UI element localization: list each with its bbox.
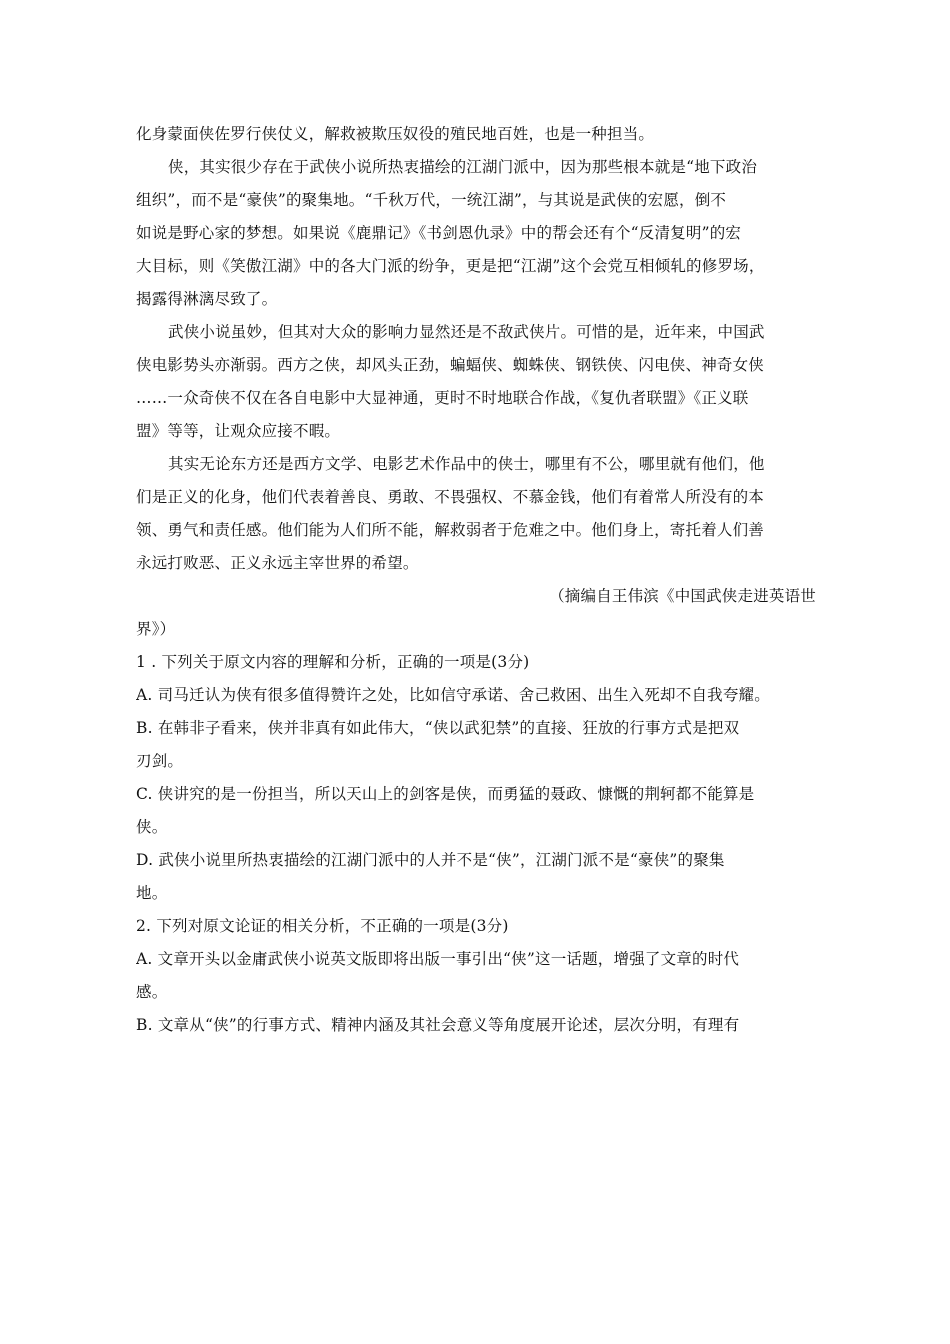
paragraph-start-line: 侠，其实很少存在于武侠小说所热衷描绘的江湖门派中，因为那些根本就是“地下政治 — [168, 158, 758, 176]
text-line: 们是正义的化身，他们代表着善良、勇敢、不畏强权、不慕金钱，他们有着常人所没有的本 — [136, 488, 765, 506]
question-1-stem: 1 . 下列关于原文内容的理解和分析，正确的一项是(3分) — [136, 653, 530, 671]
text-line: 化身蒙面侠佐罗行侠仗义，解救被欺压奴役的殖民地百姓，也是一种担当。 — [136, 125, 655, 143]
question-1-option-c-cont: 侠。 — [136, 818, 168, 836]
text-line: 永远打败恶、正义永远主宰世界的希望。 — [136, 554, 419, 572]
paragraph-start-line: 其实无论东方还是西方文学、电影艺术作品中的侠士，哪里有不公，哪里就有他们，他 — [168, 455, 765, 473]
question-1-option-d-cont: 地。 — [136, 884, 168, 902]
question-1-option-b-cont: 刃剑。 — [136, 752, 184, 770]
question-1-option-c: C. 侠讲究的是一份担当，所以天山上的剑客是侠，而勇猛的聂政、慷慨的荆轲都不能算是 — [136, 785, 755, 803]
text-line: ……一众奇侠不仅在各自电影中大显神通，更时不时地联合作战，《复仇者联盟》《正义联 — [136, 389, 749, 407]
question-2-option-a: A. 文章开头以金庸武侠小说英文版即将出版一事引出“侠”这一话题，增强了文章的时代 — [136, 950, 740, 968]
text-line: 如说是野心家的梦想。如果说《鹿鼎记》《书剑恩仇录》中的帮会还有个“反清复明”的宏 — [136, 224, 742, 242]
text-line: 揭露得淋漓尽致了。 — [136, 290, 278, 308]
text-line: 大目标，则《笑傲江湖》中的各大门派的纷争，更是把“江湖”这个会党互相倾轧的修罗场， — [136, 257, 765, 275]
document-page — [136, 118, 816, 1042]
text-line: 侠电影势头亦渐弱。西方之侠，却风头正劲，蝙蝠侠、蜘蛛侠、钢铁侠、闪电侠、神奇女侠 — [136, 356, 765, 374]
source-citation: （摘编自王伟滨《中国武侠走进英语世 — [549, 587, 816, 605]
question-2-stem: 2. 下列对原文论证的相关分析，不正确的一项是(3分) — [136, 917, 509, 935]
text-line: 领、勇气和责任感。他们能为人们所不能，解救弱者于危难之中。他们身上，寄托着人们善 — [136, 521, 765, 539]
question-2-option-b: B. 文章从“侠”的行事方式、精神内涵及其社会意义等角度展开论述，层次分明，有理有 — [136, 1016, 740, 1034]
question-1-option-a: A. 司马迁认为侠有很多值得赞许之处，比如信守承诺、舍己救困、出生入死却不自我夸耀。 — [136, 686, 770, 704]
text-line: 盟》等等，让观众应接不暇。 — [136, 422, 341, 440]
paragraph-start-line: 武侠小说虽妙，但其对大众的影响力显然还是不敌武侠片。可惜的是，近年来，中国武 — [168, 323, 765, 341]
question-2-option-a-cont: 感。 — [136, 983, 168, 1001]
source-citation-end: 界》） — [136, 620, 176, 638]
question-1-option-b: B. 在韩非子看来，侠并非真有如此伟大，“侠以武犯禁”的直接、狂放的行事方式是把双 — [136, 719, 740, 737]
text-line: 组织”，而不是“豪侠”的聚集地。“千秋万代，一统江湖”，与其说是武侠的宏愿，倒不 — [136, 191, 727, 209]
question-1-option-d: D. 武侠小说里所热衷描绘的江湖门派中的人并不是“侠”，江湖门派不是“豪侠”的聚集 — [136, 851, 725, 869]
